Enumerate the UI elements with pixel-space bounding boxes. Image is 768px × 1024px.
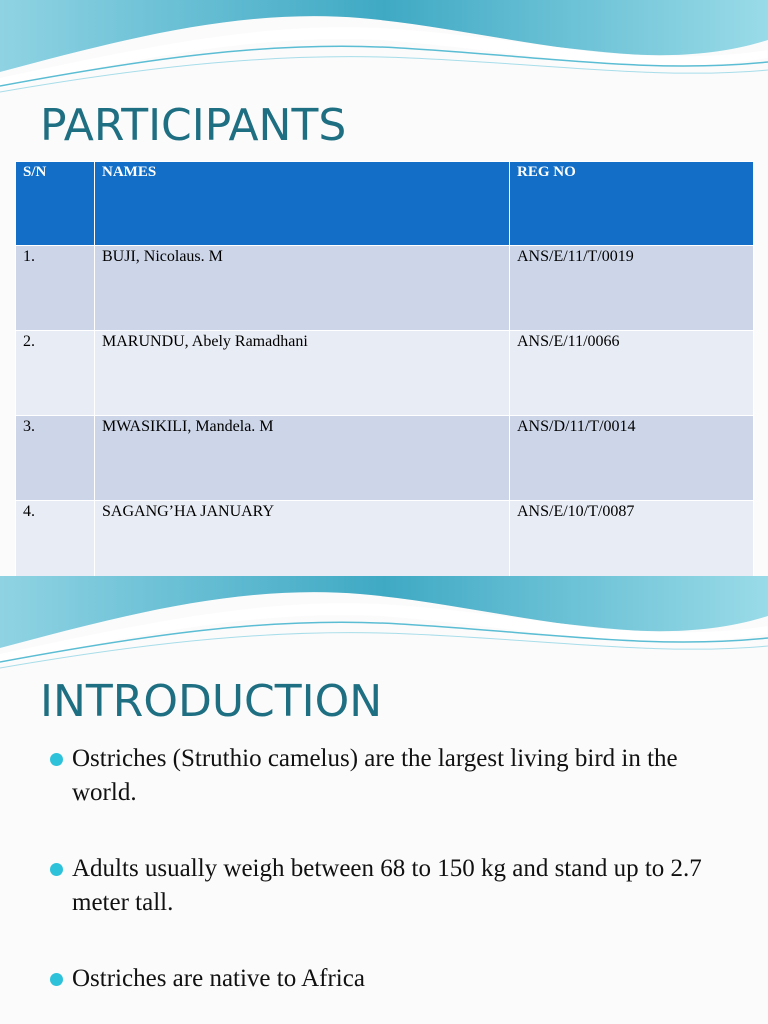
header-reg-no: REG NO [510,162,754,246]
cell-sn: 2. [16,331,95,416]
table-row [16,246,754,331]
bullet-text: Ostriches (Struthio camelus) are the largest living bird in the world. [72,745,678,806]
cell-name: MWASIKILI, Mandela. M [95,416,510,501]
bullet-dot-icon [50,863,63,876]
cell-reg: ANS/D/11/T/0014 [510,416,754,501]
bullet-text: Ostriches are native to Africa [72,965,365,992]
bullet-dot-icon [50,753,63,766]
cell-sn: 4. [16,501,95,577]
list-item [48,742,748,810]
list-item [48,852,748,920]
cell-name: MARUNDU, Abely Ramadhani [95,331,510,416]
slide-introduction [0,576,768,1024]
cell-name: SAGANG’HA JANUARY [95,501,510,577]
table-row [16,416,754,501]
bullet-dot-icon [50,973,63,986]
slide-title: INTRODUCTION [40,676,383,727]
table-header-row [16,162,754,246]
cell-reg: ANS/E/10/T/0087 [510,501,754,577]
cell-name: BUJI, Nicolaus. M [95,246,510,331]
bullet-text: Adults usually weigh between 68 to 150 kg and stand up to 2.7 meter tall. [72,855,702,916]
slide-title: PARTICIPANTS [40,100,347,151]
cell-sn: 3. [16,416,95,501]
cell-reg: ANS/E/11/0066 [510,331,754,416]
table-row [16,501,754,577]
cell-reg: ANS/E/11/T/0019 [510,246,754,331]
wave-decoration [0,0,768,110]
wave-decoration [0,576,768,686]
bullet-list [48,742,748,1024]
header-sn: S/N [16,162,95,246]
list-item [48,962,748,996]
participants-table [15,161,754,576]
table-row [16,331,754,416]
header-names: NAMES [95,162,510,246]
cell-sn: 1. [16,246,95,331]
